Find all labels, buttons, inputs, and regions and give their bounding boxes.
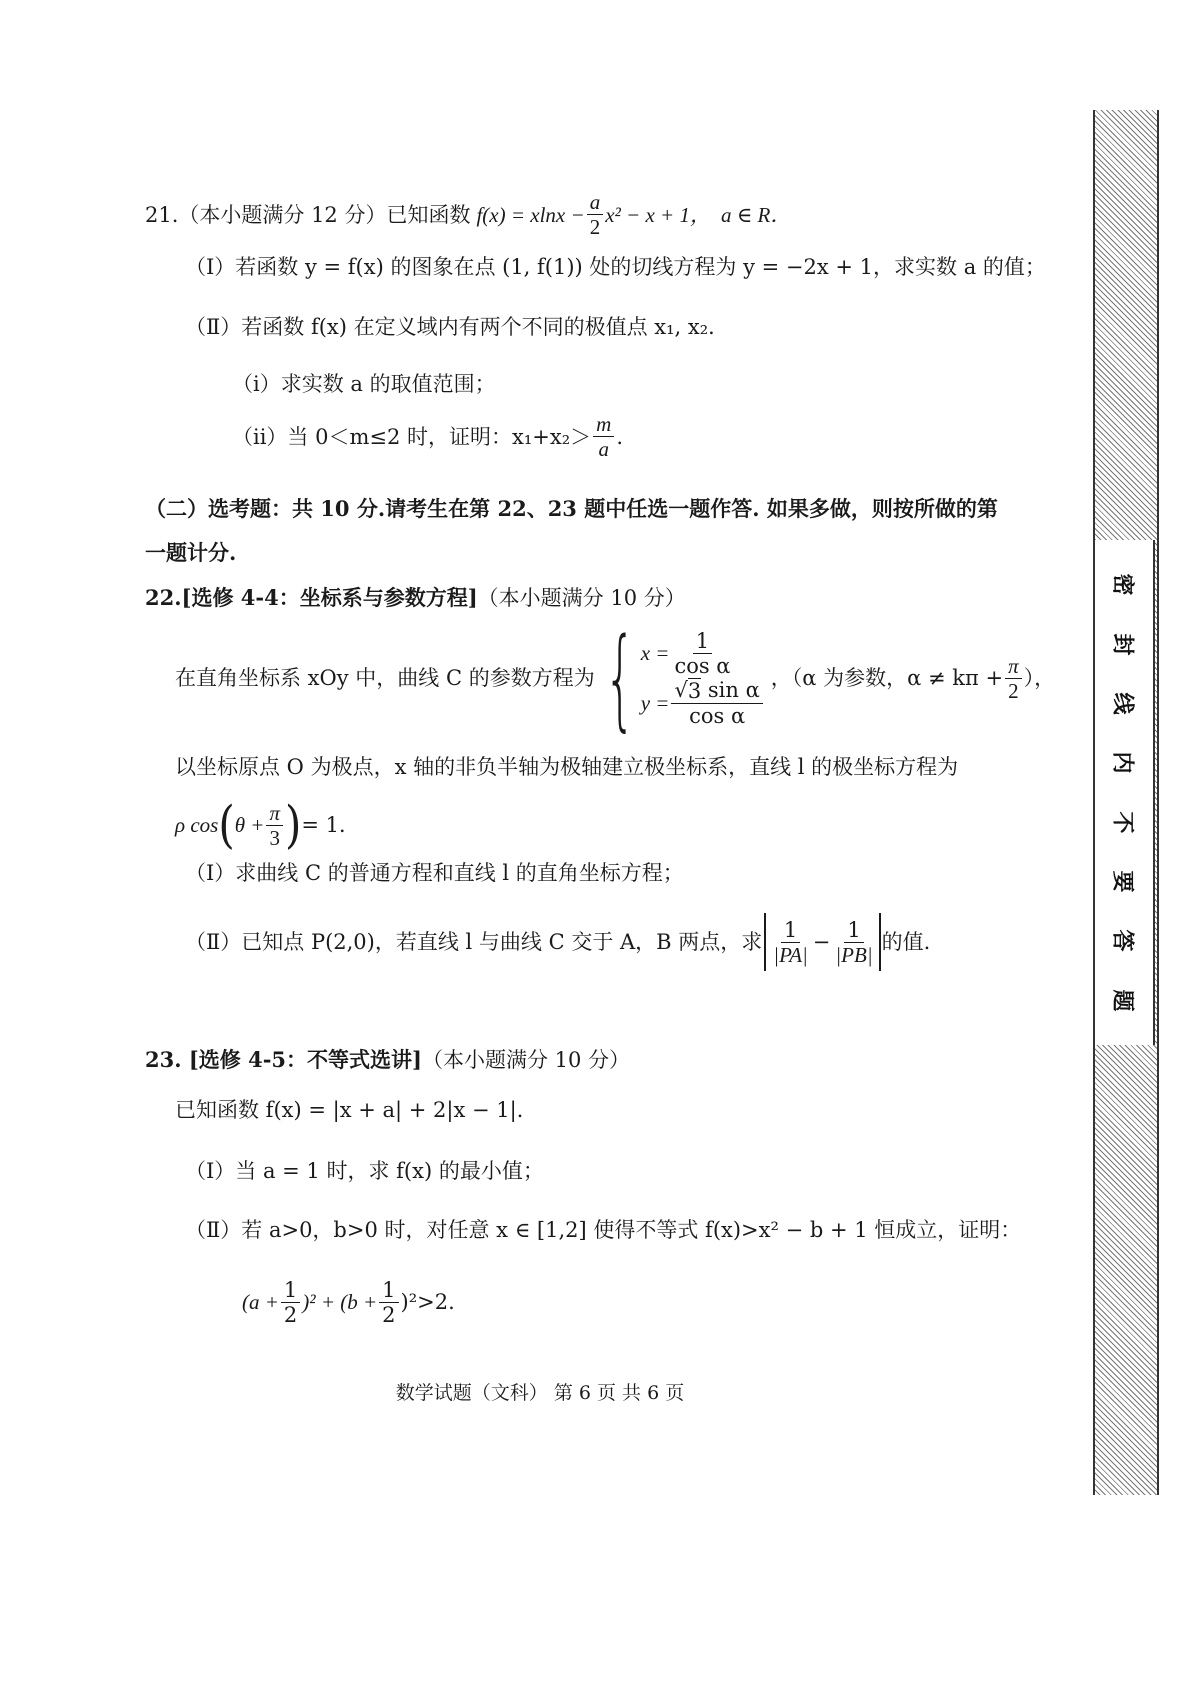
- q22-eq1-frac: [671, 629, 733, 678]
- q22-part2-minus: −: [812, 930, 831, 954]
- seal-char: 封: [1109, 633, 1135, 656]
- q22-abs-left: [764, 913, 766, 971]
- q22-polar: [175, 795, 360, 855]
- q22-title: [145, 583, 686, 613]
- q23-concl-frac1: [281, 1278, 300, 1327]
- q22-polar-rparen: ): [285, 795, 302, 854]
- seal-char: 密: [1109, 573, 1135, 596]
- q22-eq1-den: cos α: [674, 653, 731, 678]
- q22-param-close: ），: [1023, 666, 1056, 690]
- q23-title-rest: （本小题满分 10 分）: [421, 1048, 631, 1072]
- q22-part2-den1: |PA|: [773, 942, 808, 967]
- q21-frac-den: 2: [589, 215, 601, 239]
- q23-concl-mid: )² + (b +: [302, 1290, 378, 1314]
- q22-eq2-sqrt-val: 3: [687, 678, 702, 703]
- seal-char: 答: [1109, 929, 1135, 952]
- q22-part2-tail: 的值.: [881, 930, 931, 954]
- q22-abs-right: [879, 913, 881, 971]
- q21-stem: [145, 190, 791, 239]
- q22-eq1-lhs: x =: [640, 641, 670, 665]
- q21-stem-prefix: 21.（本小题满分 12 分）已知函数: [145, 202, 471, 227]
- q23-title: [145, 1045, 630, 1075]
- q23-concl-den1: 2: [283, 1302, 298, 1327]
- q22-eq2-lhs: y =: [640, 690, 670, 715]
- q22-brace: {: [603, 614, 636, 742]
- q22-polar-prefix: ρ cos: [175, 813, 219, 837]
- q22-eq2-num-tail: sin α: [707, 677, 760, 702]
- q21-part2-ii-prefix: （ii）当 0＜m≤2 时，证明：x₁+x₂＞: [232, 424, 592, 449]
- q22-polar-inner: θ +: [234, 813, 265, 837]
- q23-stem: 已知函数 f(x) = |x + a| + 2|x − 1|．: [175, 1098, 538, 1122]
- q22-polar-tail: = 1．: [301, 813, 361, 837]
- seal-char: 题: [1109, 989, 1135, 1012]
- q22-polar-den: 3: [269, 825, 280, 850]
- q22-stem: [175, 614, 1056, 742]
- q21-part2-i: （i）求实数 a 的取值范围；: [232, 372, 496, 396]
- q22-part2-frac2: [832, 918, 875, 967]
- q22-polar-frac: [266, 801, 283, 850]
- q22-eq2-num: [671, 678, 762, 704]
- q22-stem-prefix: 在直角坐标系 xOy 中，曲线 C 的参数方程为: [175, 666, 595, 690]
- q22-part2-frac1: [770, 918, 811, 967]
- q23-concl-den2: 2: [382, 1302, 396, 1327]
- q22-polar-num: π: [266, 801, 283, 826]
- q22-title-rest: （本小题满分 10 分）: [477, 586, 686, 610]
- q21-part2-ii-num: m: [593, 412, 614, 437]
- q23-concl-tail: )²>2.: [400, 1290, 455, 1314]
- q22-eq2-sqrt: √ 3: [674, 677, 702, 703]
- q21-part2-ii-frac: [593, 412, 614, 461]
- q23-conclusion: [242, 1272, 455, 1332]
- q23-title-bold: 23. [选修 4-5：不等式选讲]: [145, 1047, 422, 1072]
- q22-eq1-num: 1: [693, 629, 712, 654]
- q22-param-note: ，（α 为参数，α ≠ kπ +: [770, 666, 1004, 690]
- q21-frac-num: a: [587, 190, 604, 215]
- q22-part2-num2: 1: [844, 918, 863, 943]
- q21-part1: （Ⅰ）若函数 y = f(x) 的图象在点 (1, f(1)) 处的切线方程为 y = −2x + 1，求实数 a 的值；: [185, 255, 1046, 279]
- seal-char: 不: [1109, 811, 1135, 834]
- q22-part1: （Ⅰ）求曲线 C 的普通方程和直线 l 的直角坐标方程；: [185, 861, 684, 885]
- section2-line2: 一题计分.: [145, 540, 237, 565]
- q23-concl-num1: 1: [281, 1278, 300, 1303]
- q21-part2: （Ⅱ）若函数 f(x) 在定义域内有两个不同的极值点 x₁, x₂．: [185, 315, 730, 339]
- q22-eq2-den: cos α: [689, 703, 746, 728]
- q23-part1: （Ⅰ）当 a = 1 时，求 f(x) 的最小值；: [185, 1159, 544, 1183]
- q22-title-bold: 22.[选修 4-4：坐标系与参数方程]: [145, 585, 478, 610]
- q22-param-frac: [1005, 654, 1022, 703]
- q22-part2-num1: 1: [781, 918, 800, 943]
- seal-char: 要: [1109, 870, 1135, 893]
- seal-char: 内: [1109, 751, 1135, 774]
- q23-concl-frac2: [379, 1278, 398, 1327]
- q22-line2: 以坐标原点 O 为极点，x 轴的非负半轴为极轴建立极坐标系，直线 l 的极坐标方程为: [175, 755, 959, 779]
- page-footer: 数学试题（文科） 第 6 页 共 6 页: [395, 1382, 685, 1404]
- q22-param-system: [641, 629, 765, 728]
- q22-eq1: [641, 629, 765, 678]
- q21-part2-ii-tail: .: [616, 424, 623, 449]
- q21-part2-ii: [232, 412, 623, 461]
- q21-frac: [587, 190, 604, 239]
- q22-param-num: π: [1005, 654, 1022, 679]
- seal-band: [1093, 540, 1155, 1045]
- q22-param-den: 2: [1008, 678, 1019, 703]
- q23-concl-num2: 1: [379, 1278, 398, 1303]
- q22-part2: [185, 912, 930, 972]
- section2-line1: （二）选考题：共 10 分.请考生在第 22、23 题中任选一题作答. 如果多做，则按所做的第: [145, 496, 998, 521]
- seal-char: 线: [1109, 692, 1135, 715]
- q22-part2-den2: |PB|: [835, 942, 873, 967]
- q22-eq2: [641, 678, 765, 728]
- q21-func: f(x) = xlnx −: [476, 202, 585, 227]
- q21-func-tail: x² − x + 1，: [605, 202, 711, 227]
- q22-part2-prefix: （Ⅱ）已知点 P(2,0)，若直线 l 与曲线 C 交于 A，B 两点，求: [185, 930, 763, 954]
- q23-part2: （Ⅱ）若 a>0，b>0 时，对任意 x ∈ [1,2] 使得不等式 f(x)>x² − b + 1 恒成立，证明：: [185, 1218, 1022, 1242]
- q22-polar-lparen: (: [218, 795, 235, 854]
- q21-part2-ii-den: a: [598, 437, 609, 461]
- q22-eq2-frac: [671, 678, 762, 728]
- q23-concl-a: (a +: [242, 1290, 279, 1314]
- q21-domain: a ∈ R．: [720, 202, 792, 227]
